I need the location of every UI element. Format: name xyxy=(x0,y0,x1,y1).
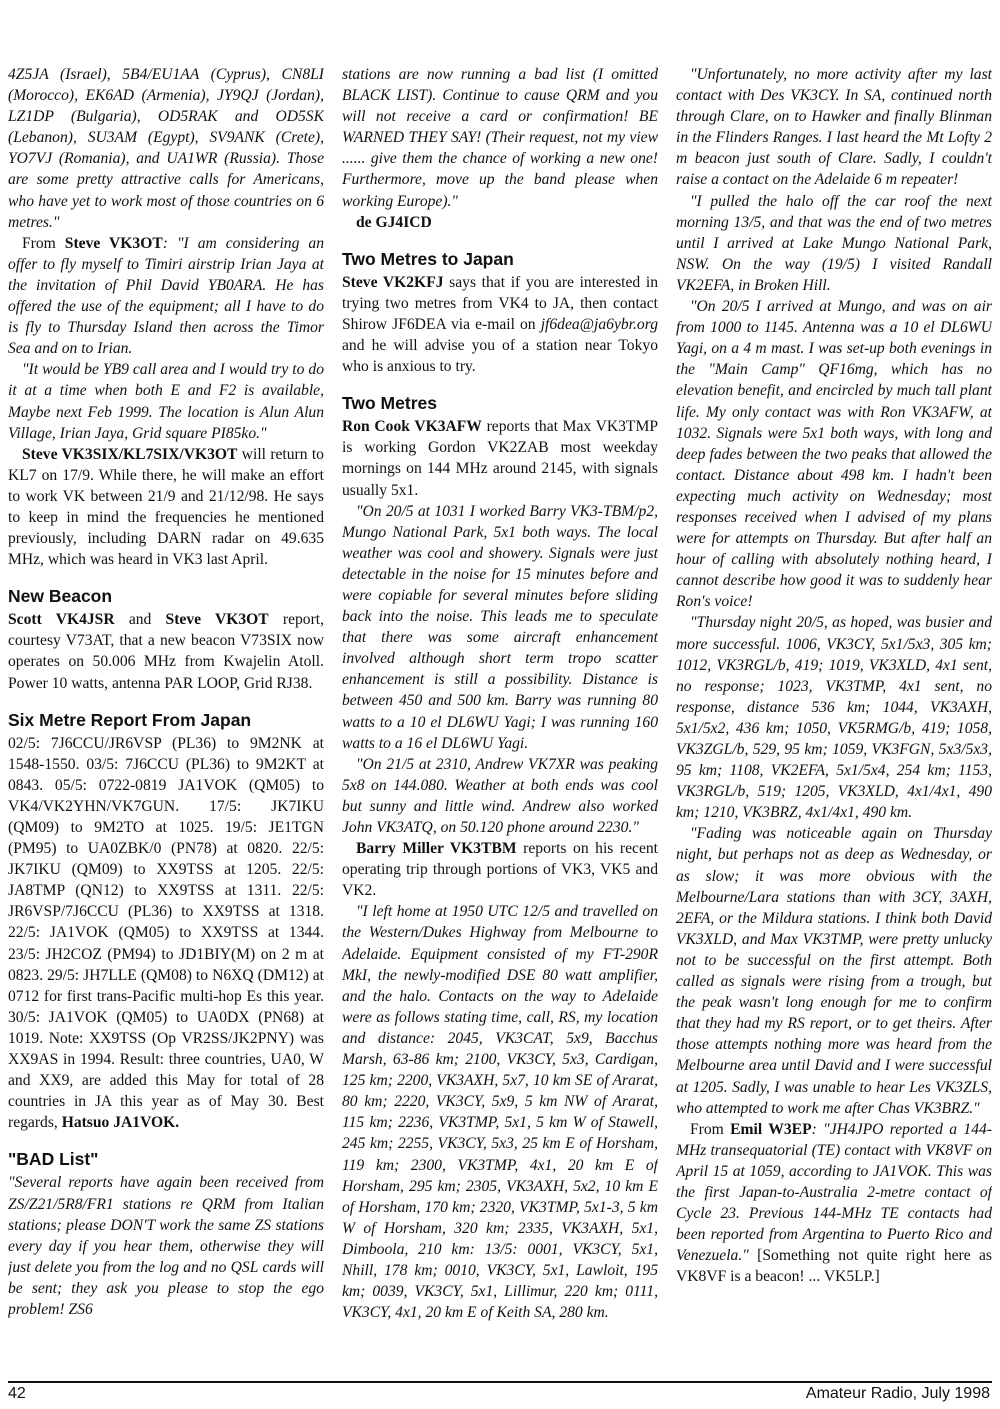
paragraph: stations are now running a bad list (I omitted BLACK LIST). Continue to cause QRM and you will not receive a card or confirmation! BE WARNED THEY SAY! (Their request, not my view ...... give them the chance of working a new one! Furthermore, move up the band please when working Europe)." xyxy=(342,66,658,210)
text: says that if you are interested in trying two metres from VK4 to JA, then contact Shirow JF6DEA via e-mail on xyxy=(342,273,658,333)
editor-note: [Something not quite right here as VK8VF is a beacon! ... VK5LP.] xyxy=(676,1247,992,1286)
column-1 xyxy=(8,64,324,1379)
page-number: 42 xyxy=(8,1385,26,1402)
paragraph: "On 20/5 I arrived at Mungo, and was on air from 1000 to 1145. Antenna was a 10 el DL6WU Yagi, on a 4 m mast. I was set-up both evenings in the "Main Camp" QF16mg, which has no elevation benefit, and encircled by much tall plant life. My only contact was with Ron VK3AFW, at 1032. Signals were 5x1 both ways, with long and deep fades between the two peaks that allowed the contact. Distance about 498 km. I hadn't been expecting much activity on Wednesday; most responses received when I advised of my plans were for attempts on Thursday. But after half an hour of calling with absolutely nothing heard, I cannot describe how good it was to suddenly hear Ron's voice! xyxy=(676,298,992,611)
paragraph: "I pulled the halo off the car roof the next morning 13/5, and that was the end of two metres until I arrived at Lake Mungo National Park, NSW. On the way (19/5) I visited Randall VK2EFA, in Broken Hill. xyxy=(676,192,992,294)
callsign-name: Steve VK3OT xyxy=(64,234,163,252)
section-heading: Two Metres xyxy=(342,393,437,414)
signature: Hatsuo JA1VOK. xyxy=(61,1114,180,1132)
callsign-name: Barry Miller VK3TBM xyxy=(356,840,517,858)
quote: : "JH4JPO reported a 144-MHz transequatorial (TE) contact with VK8VF on April 15 at 1059, according to JA1VOK. This was the first Japan-to-Australia 2-metre contact of Cycle 23. Previous 144-MHz TE contacts had been reported from Argentina to Puerto Rico and Venezuela." xyxy=(676,1120,992,1265)
paragraph: "I left home at 1950 UTC 12/5 and travelled on the Western/Dukes Highway from Melbourne to Adelaide. Equipment consisted of my FT-290R MkI, the newly-modified DSE 80 watt amplifier, and the halo. Contacts on the way to Adelaide were as follows stating time, call, RS, my location and distance: 2045, VK3CAT, 5x9, Bacchus Marsh, 63-86 km; 2100, VK3CY, 5x3, Cardigan, 125 km; 2200, VK3AXH, 5x7, 10 km SE of Ararat, 80 km; 2220, VK3CY, 5x9, 5 km NW of Ararat, 115 km; 2236, VK3TMP, 5x1, 5 km W of Stawell, 245 km; 2255, VK3CY, 5x3, 25 km E of Horsham, 119 km; 2300, VK3TMP, 4x1, 20 km E of Horsham, 295 km; 2305, VK3AXH, 5x2, 10 km E of Horsham, 170 km; 2320, VK3TMP, 5x1-3, 5 km W of Horsham, 320 km; 2335, VK3AXH, 5x1, Dimboola, 210 km: 13/5: 0001, VK3CY, 5x1, Nhill, 178 km; 0010, VK3CY, 5x1, Lawloit, 195 km; 0039, VK3CY, 5x1, Lillimur, 220 km; 0111, VK3CY, 4x1, 20 km E of Keith SA, 280 km. xyxy=(342,903,658,1322)
quote: : "I am considering an offer to fly myself to Timiri airstrip Irian Jaya at the invitation of Phil David YB0ARA. He has offered the use of the equipment; all I have to do is fly to Thursday Island then across the Timor Sea and on to Irian. xyxy=(8,234,324,358)
text: and xyxy=(114,611,166,629)
paragraph: "It would be YB9 call area and I would try to do it at a time when both E and F2 is available, Maybe next Feb 1999. The location is Alun Alun Village, Irian Jaya, Grid square PI85ko." xyxy=(8,361,324,442)
callsign-name: Scott VK4JSR xyxy=(8,611,115,629)
paragraph xyxy=(342,838,658,901)
section-heading: Six Metre Report From Japan xyxy=(8,709,252,730)
text: 02/5: 7J6CCU/JR6VSP (PL36) to 9M2NK at 1548-1550. 03/5: 7J6CCU (PL36) to 9M2KT at 0843. 05/5: 0722-0819 JA1VOK (QM05) to VK4/VK2YHN/VK7GUN. 17/5: JK7IKU (QM09) to 9M2TO at 1025. 19/5: JE1TGN (PM95) to UA0ZBK/0 (PN78) at 0820. 22/5: JK7IKU (QM09) to XX9TSS at 1205. 22/5: JA8TMP (QN12) to XX9TSS at 1311. 22/5: JR6VSP/7J6CCU (PL36) to XX9TSS at 1318. 22/5: JA1VOK (QM05) to XX9TSS at 1344. 23/5: JH2COZ (PM94) to JD1BIY(M) on 2 m at 0823. 29/5: JH7LLE (QM08) to N6XQ (DM12) at 0712 for first trans-Pacific multi-hop Es this year. 30/5: JA1VOK (QM05) to UA0DX (PN68) at 1019. Note: XX9TSS (Op VR2SS/JK2PNY) was XX9AS in 1994. Result: three countries, UA0, W and XX9, are added this May for total of 28 countries in JA this year as of May 30. Best regards, xyxy=(8,734,324,1132)
callsign-name: Steve VK2KFJ xyxy=(342,273,444,291)
paragraph xyxy=(8,609,324,693)
column-3 xyxy=(676,64,992,1379)
column-2 xyxy=(342,64,658,1379)
text: From xyxy=(690,1120,731,1138)
text: reports on his recent operating trip through portions of VK3, VK5 and VK2. xyxy=(342,840,658,900)
text: reports that Max VK3TMP is working Gordon VK2ZAB most weekday mornings on 144 MHz around 2145, with signals usually 5x1. xyxy=(342,418,658,499)
paragraph xyxy=(8,733,324,1134)
section-heading: Two Metres to Japan xyxy=(342,248,514,269)
text: and he will advise you of a station near Tokyo who is anxious to try. xyxy=(342,337,658,376)
paragraph xyxy=(676,1119,992,1288)
paragraph: 4Z5JA (Israel), 5B4/EU1AA (Cyprus), CN8LI (Morocco), EK6AD (Armenia), JY9QJ (Jordan), LZ1DP (Bulgaria), OD5RAK and OD5SK (Lebanon), SU3AM (Egypt), SV9ANK (Crete), YO7VJ (Romania), and UA1WR (Russia). Those are some pretty attractive calls for Americans, who have yet to work most of those countries on 6 metres." xyxy=(8,66,324,231)
footer-divider xyxy=(8,1381,992,1383)
paragraph: "Unfortunately, no more activity after my last contact with Des VK3CY. In SA, continued north through Clare, on to Hawker and finally Blinman in the Flinders Ranges. I last heard the Mt Lofty 2 m beacon just south of Clare. Sadly, I couldn't raise a contact on the Adelaide 6 m repeater! xyxy=(676,66,992,189)
paragraph xyxy=(342,272,658,377)
paragraph: "Fading was noticeable again on Thursday night, but perhaps not as deep as Wednesday, or as slow; it was more obvious with the Melbourne/Lara stations than with 3CY, 3AXH, 2EFA, or the Mildura stations. I think both David VK3XLD, and Max VK3TMP, were pretty unlucky not to be successful on the first attempt. Both called as signals were rising from a trough, but the peak wasn't long enough for me to confirm that they had my RS report, or to get theirs. After those attempts nothing more was heard from the Melbourne area until David and I were successful at 1205. Sadly, I was unable to hear Les VK3ZLS, who attempted to work me after Chas VK3BRZ." xyxy=(676,825,992,1117)
text: will return to KL7 on 17/9. While there, he will make an effort to work VK between 21/9 and 21/12/98. He says to keep in mind the frequencies he mentioned previously, including DARN radar on 49.635 MHz, which was heard in VK3 last April. xyxy=(8,445,324,569)
paragraph: "On 20/5 at 1031 I worked Barry VK3-TBM/p2, Mungo National Park, 5x1 both ways. The local weather was cool and showery. Signals were just detectable in the noise for 15 minutes before and were copiable for several minutes before sliding back into the noise. This leads me to speculate that there was some aircraft enhancement involved although short term tropo scatter enhancement is still a possibility. Distance is between 450 and 500 km. Barry was running 80 watts to a 10 el DL6WU Yagi; I was running 160 watts to a 16 el DL6WU Yagi. xyxy=(342,502,658,752)
signature: de GJ4ICD xyxy=(356,213,432,231)
text: From xyxy=(22,234,65,252)
paragraph: "Several reports have again been received from ZS/Z21/5R8/FR1 stations re QRM from Italian stations; please DON'T work the same ZS stations every day if you hear them, otherwise they will just delete you from the log and no QSL cards will be sent; they ask you please to stop the ego problem! ZS6 xyxy=(8,1174,324,1318)
text: report, courtesy V73AT, that a new beacon V73SIX now operates on 50.006 MHz from Kwajelin Atoll. Power 10 watts, antenna PAR LOOP, Grid RJ38. xyxy=(8,611,324,692)
publication-info: Amateur Radio, July 1998 xyxy=(805,1385,990,1402)
paragraph xyxy=(8,444,324,571)
callsign-name: Ron Cook VK3AFW xyxy=(342,418,482,436)
email-address: jf6dea@ja6ybr.org xyxy=(540,315,658,333)
section-heading: New Beacon xyxy=(8,586,113,607)
callsign-name: Steve VK3SIX/KL7SIX/VK3OT xyxy=(22,445,238,463)
paragraph: "Thursday night 20/5, as hoped, was busier and more successful. 1006, VK3CY, 5x1/5x3, 305 km; 1012, VK3RGL/b, 419; 1019, VK3XLD, 4x1 sent, no response; 1023, VK3TMP, 4x1 sent, no response, distance 536 km; 1044, VK3AXH, 5x1/5x2, 436 km; 1050, VK5RMG/b, 419; 1058, VK3ZGL/b, 529, 95 km; 1059, VK3FGN, 5x3/5x3, 95 km; 1108, VK2EFA, 5x1/5x4, 254 km; 1153, VK3RGL/b, 519; 1205, VK3XLD, 4x1/4x1, 490 km; 1210, VK3BRZ, 4x1/4x1, 490 km. xyxy=(676,614,992,822)
section-heading: "BAD List" xyxy=(8,1149,99,1170)
paragraph xyxy=(8,233,324,360)
paragraph xyxy=(342,416,658,500)
callsign-name: Steve VK3OT xyxy=(165,611,269,629)
callsign-name: Emil W3EP xyxy=(730,1120,812,1138)
paragraph: "On 21/5 at 2310, Andrew VK7XR was peaking 5x8 on 144.080. Weather at both ends was cool but sunny and little wind. Andrew also worked John VK3ATQ, on 50.120 phone around 2230." xyxy=(342,755,658,836)
